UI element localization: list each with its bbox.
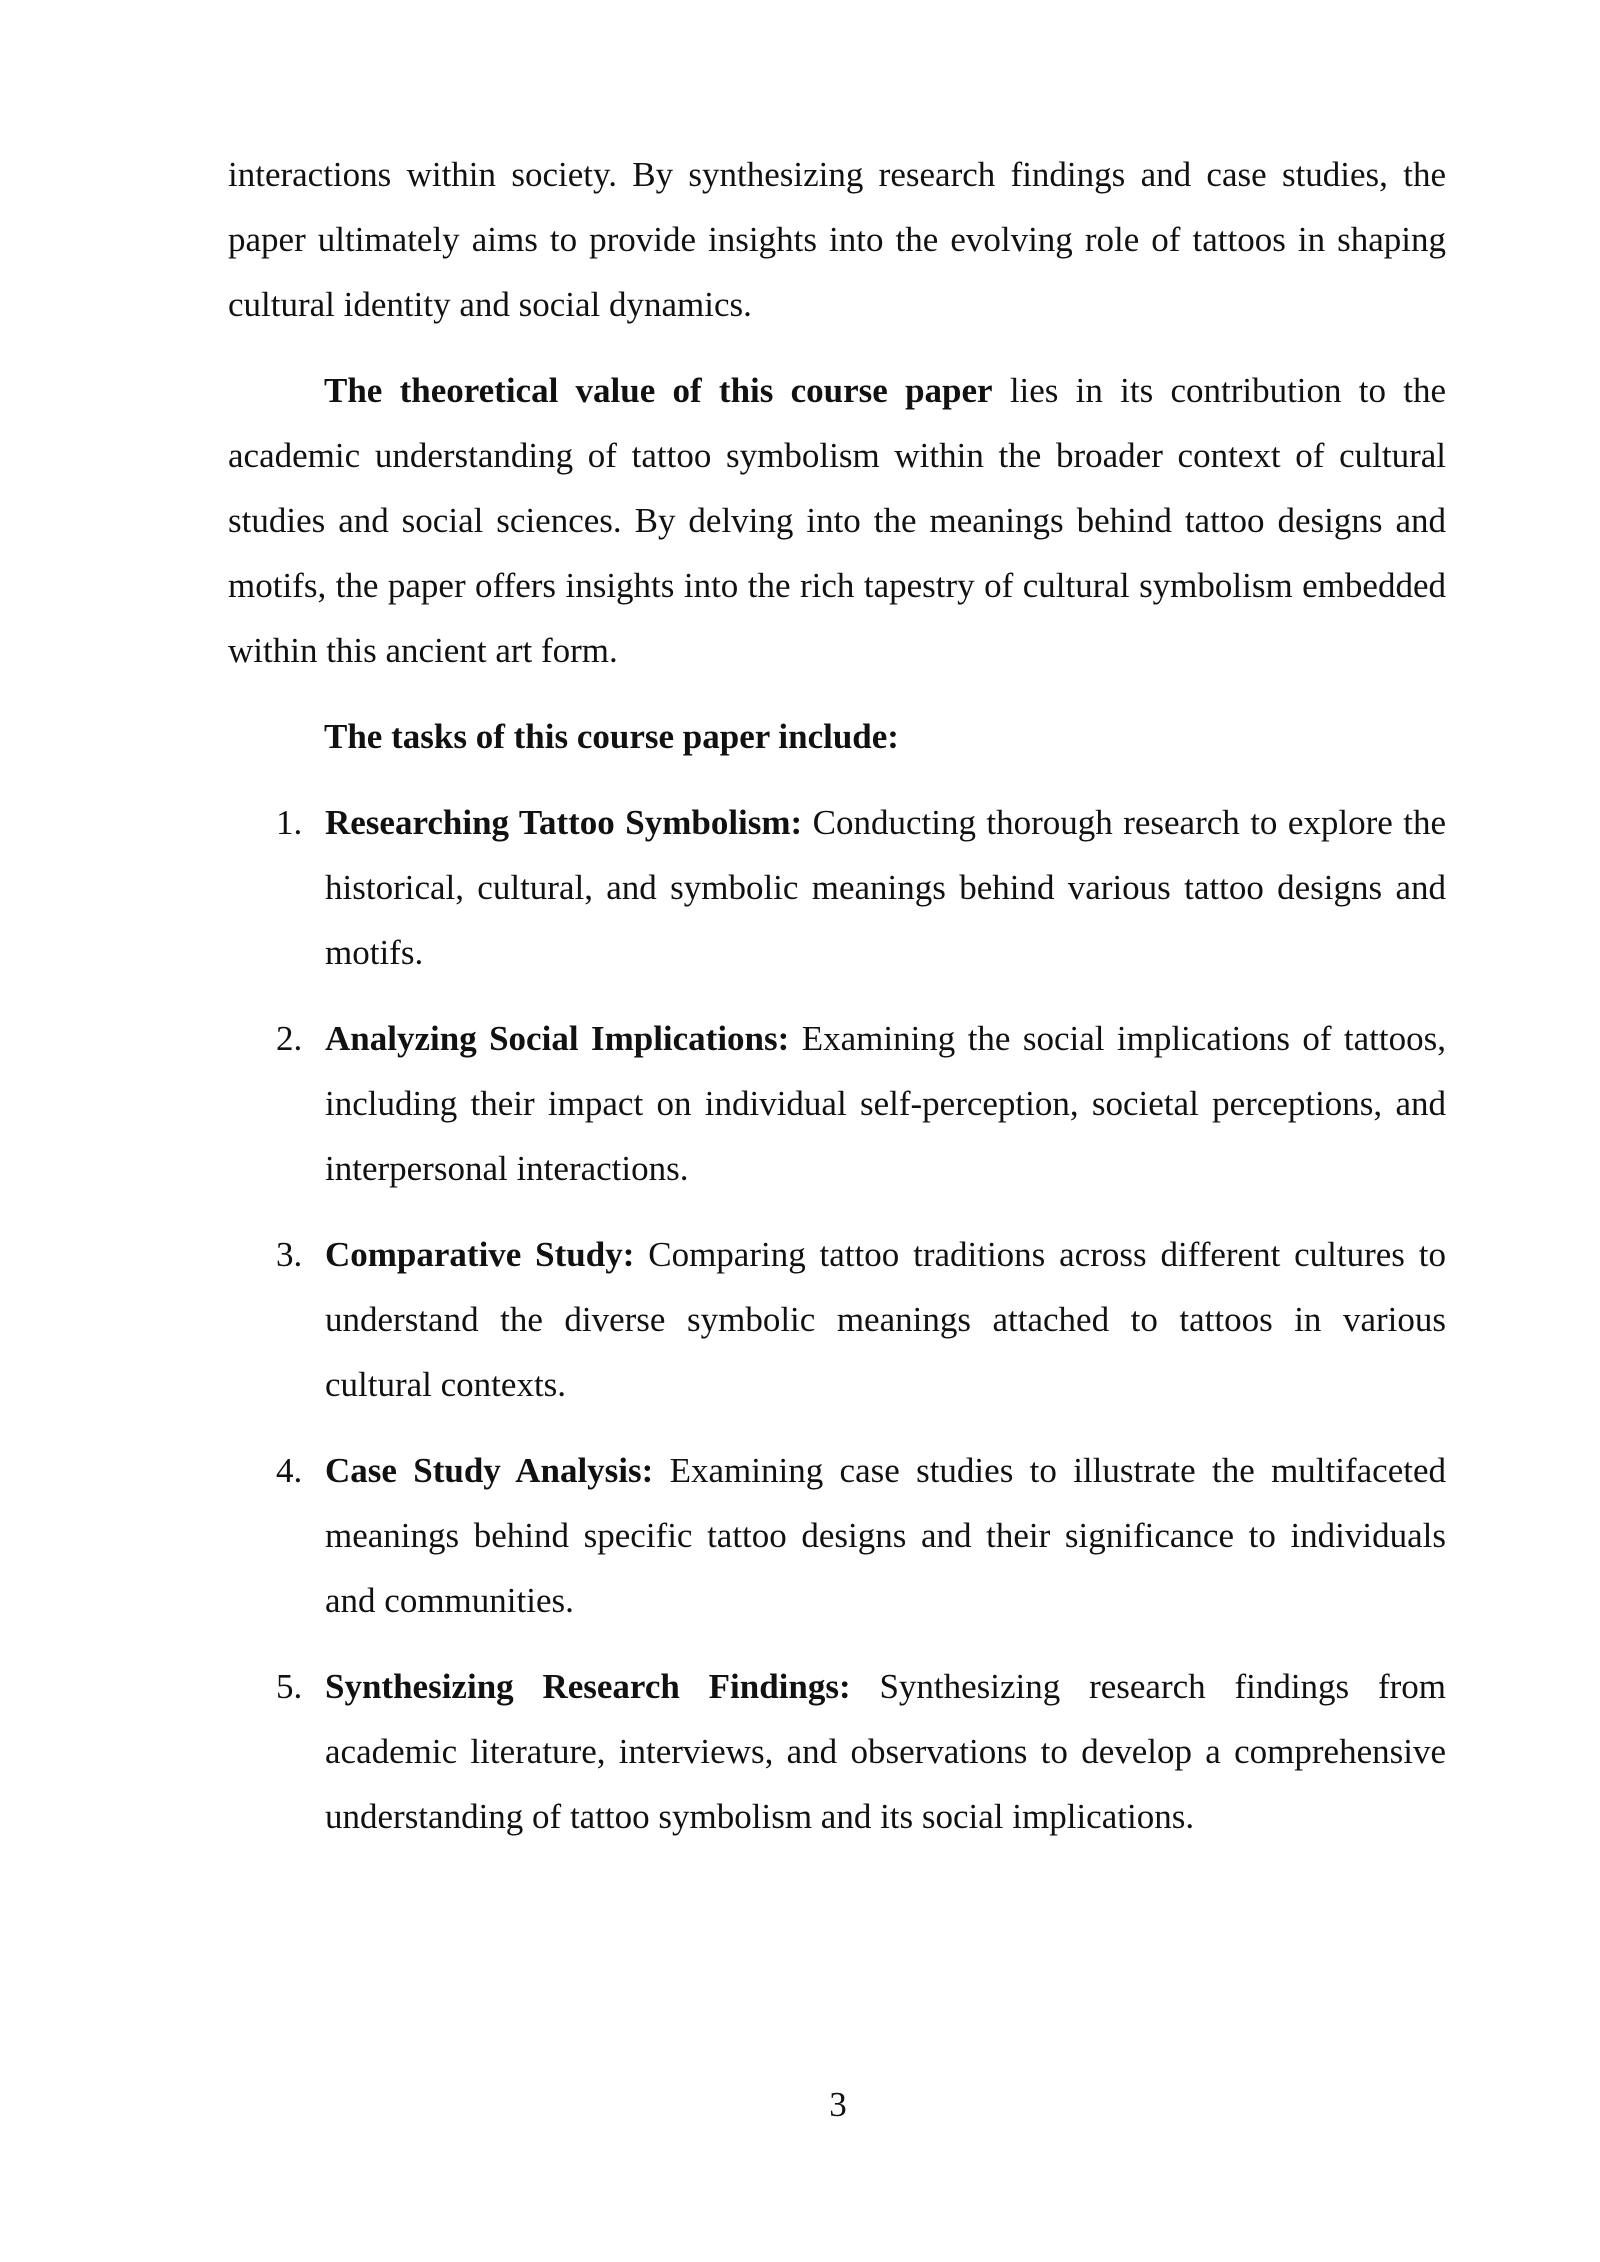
list-item-text: Conducting thorough research to explore the historical, cultural, and symbolic meanings behind various tattoo designs and motifs.: [325, 803, 1446, 972]
intro-paragraph: interactions within society. By synthesizing research findings and case studies, the paper ultimately aims to provide insights into the evolving role of tattoos in shaping cultural identity and social dynamics.: [228, 155, 1446, 324]
list-item-number: 1.: [276, 803, 303, 842]
list-item-title: Researching Tattoo Symbolism:: [325, 803, 803, 842]
list-item-title: Case Study Analysis:: [325, 1451, 654, 1490]
list-item: [228, 1438, 1446, 1633]
tasks-heading-text: The tasks of this course paper include:: [324, 717, 899, 756]
tasks-list: [228, 790, 1446, 1849]
list-item-text: Examining case studies to illustrate the multifaceted meanings behind specific tattoo designs and their significance to individuals and communities.: [325, 1451, 1446, 1620]
list-item: [228, 790, 1446, 985]
theoretical-value-heading: The theoretical value of this course paper: [324, 371, 993, 410]
list-item-text: Synthesizing research findings from academic literature, interviews, and observations to develop a comprehensive understanding of tattoo symbolism and its social implications.: [325, 1667, 1447, 1836]
list-item-title: Synthesizing Research Findings:: [325, 1667, 851, 1706]
list-item-number: 4.: [276, 1451, 303, 1490]
list-item-text: Examining the social implications of tattoos, including their impact on individual self-perception, societal perceptions, and interpersonal interactions.: [325, 1019, 1446, 1188]
list-item: [228, 1654, 1446, 1849]
list-item-title: Analyzing Social Implications:: [325, 1019, 790, 1058]
tasks-heading: [228, 704, 1446, 769]
list-item-number: 5.: [276, 1667, 303, 1706]
list-item-text: Comparing tattoo traditions across different cultures to understand the diverse symbolic meanings attached to tattoos in various cultural contexts.: [325, 1235, 1446, 1404]
list-item-number: 2.: [276, 1019, 303, 1058]
theoretical-value-paragraph: [228, 358, 1446, 683]
list-item-number: 3.: [276, 1235, 303, 1274]
page-content: [228, 142, 1446, 1870]
list-item: [228, 1222, 1446, 1417]
list-item: [228, 1006, 1446, 1201]
page-number: 3: [829, 2085, 847, 2124]
theoretical-value-text: lies in its contribution to the academic understanding of tattoo symbolism within the broader context of cultural studies and social sciences. By delving into the meanings behind tattoo designs and motifs, the paper offers insights into the rich tapestry of cultural symbolism embedded within this ancient art form.: [228, 371, 1446, 670]
list-item-title: Comparative Study:: [325, 1235, 635, 1274]
